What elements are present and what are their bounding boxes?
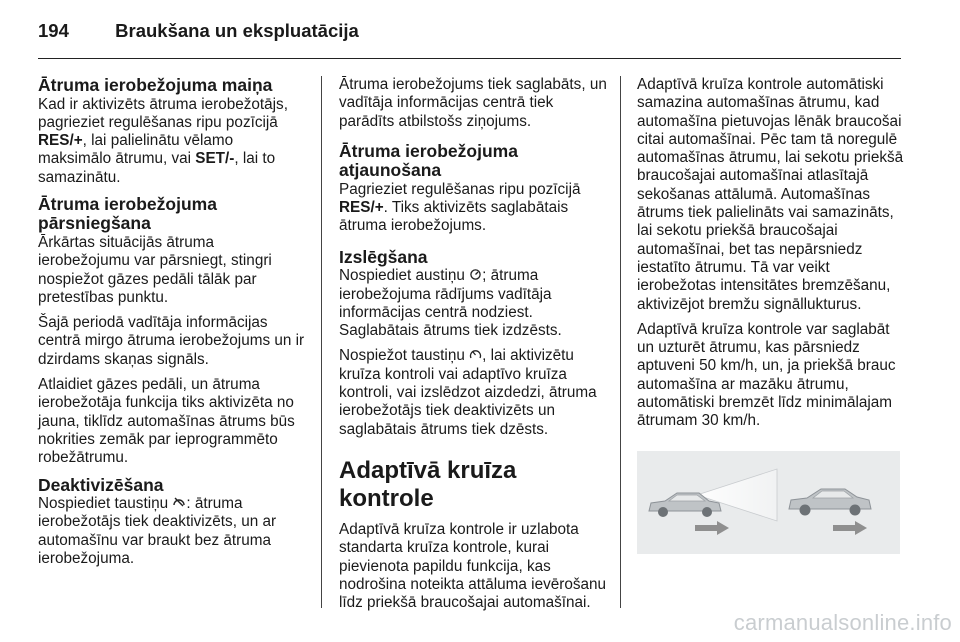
paragraph-switch-off-1: Nospiediet austiņu ; ātruma ierobežojuma rādījums vadītāja informācijas centrā nodziest. Saglabātais ātrums tiek izdzēsts. — [339, 267, 562, 340]
column-2 — [339, 76, 607, 619]
column-divider — [321, 76, 322, 608]
heading-limit-exceed: Ātruma ierobežojuma pārsniegšana — [38, 193, 217, 234]
paragraph-switch-off-2: Nospiežot taustiņu , lai aktivizētu kruīza kontroli vai adaptīvo kruīza kontroli, vai izslēdzot aizdedzi, ātruma ierobežotājs tiek deaktivizēts un saglabātais ātrums tiek dzēsts. — [339, 347, 597, 438]
heading-deactivation: Deaktivizēšana — [38, 474, 164, 495]
paragraph-resume: Pagrieziet regulēšanas ripu pozīcijā RES/+. Tiks aktivizēts saglabātais ātruma ierobežojums. — [339, 180, 581, 235]
column-divider — [620, 76, 621, 608]
heading-limit-resume: Ātruma ierobežojuma atjaunošana — [339, 140, 518, 181]
heading-limit-change: Ātruma ierobežojuma maiņa — [38, 75, 273, 95]
section-title: Braukšana un ekspluatācija — [115, 20, 359, 41]
motion-arrow — [833, 521, 867, 535]
paragraph-exceed-1: Ārkārtas situācijās ātruma ierobežojumu var pārsniegt, stingri nospiežot gāzes pedāli tālāk par pretestības punktu. — [38, 233, 272, 306]
paragraph-adaptive-speed: Adaptīvā kruīza kontrole var saglabāt un uzturēt ātrumu, kas pārsniedz aptuveni 50 km/h, un, ja priekšā brauc automašīna ar mazāku ātrumu, automātiski bremzēt līdz minimālajam ātrumam 30 km/h. — [637, 320, 896, 430]
paragraph-limit-change: Kad ir aktivizēts ātruma ierobežotājs, pagrieziet regulēšanas ripu pozīcijā RES/+, lai palielinātu vēlamo maksimālo ātrumu, vai SET/-, lai to samazinātu. — [38, 95, 288, 186]
header-rule — [38, 58, 901, 59]
paragraph-exceed-2: Šajā periodā vadītāja informācijas centrā mirgo ātruma ierobežojums un ir dzirdams skaņas signāls. — [38, 314, 305, 368]
heading-switch-off: Izslēgšana — [339, 246, 428, 267]
speed-limiter-icon — [469, 267, 482, 285]
speed-limiter-off-icon — [172, 495, 186, 513]
column-3 — [637, 76, 905, 438]
page-header — [38, 14, 908, 48]
cruise-control-icon — [469, 347, 482, 365]
paragraph-exceed-3: Atlaidiet gāzes pedāli, un ātruma ierobežotāja funkcija tiks aktivizēta no jauna, tiklīdz automašīnas ātrums būs nokrities zemāk par ieprogrammēto robežātrumu. — [38, 376, 295, 467]
paragraph-adaptive-function: Adaptīvā kruīza kontrole automātiski samazina automašīnas ātrumu, kad automašīna pietuvojas lēnāk braucošai citai automašīnai. Pēc tam tā noregulē automašīnas ātrumu, lai sekotu priekšā braucošajai automašīnai atlasītajā sekošanas attālumā. Automašīnas ātrums tiek palielināts vai samazināts, lai sekotu priekšā braucošajai automašīnai, bet tas nepārsniedz iestatīto ātrumu. Tā var veikt ierobežotas intensitātes bremzēšanu, aktivizējot bremžu signāllukturus. — [637, 76, 904, 313]
column-1 — [38, 76, 306, 575]
paragraph-stored: Ātruma ierobežojums tiek saglabāts, un vadītāja informācijas centrā tiek parādīts atbilstošs ziņojums. — [339, 76, 607, 130]
adaptive-cruise-illustration — [637, 451, 900, 554]
paragraph-adaptive-intro: Adaptīvā kruīza kontrole ir uzlabota standarta kruīza kontrole, kurai pievienota papildu funkcija, kas nodrošina noteikta attāluma ievērošanu līdz priekšā braucošajai automašīnai. — [339, 520, 607, 612]
illustration-svg — [637, 451, 900, 554]
page-number: 194 — [38, 20, 69, 41]
lead-car — [789, 489, 871, 516]
footer-watermark: carmanualsonline.info — [733, 610, 952, 635]
heading-adaptive-cruise: Adaptīvā kruīza kontrole — [339, 456, 517, 512]
motion-arrow — [695, 521, 729, 535]
paragraph-deactivation: Nospiediet taustiņu : ātruma ierobežotājs tiek deaktivizēts, un ar automašīnu var braukt bez ātruma ierobežojuma. — [38, 495, 277, 567]
